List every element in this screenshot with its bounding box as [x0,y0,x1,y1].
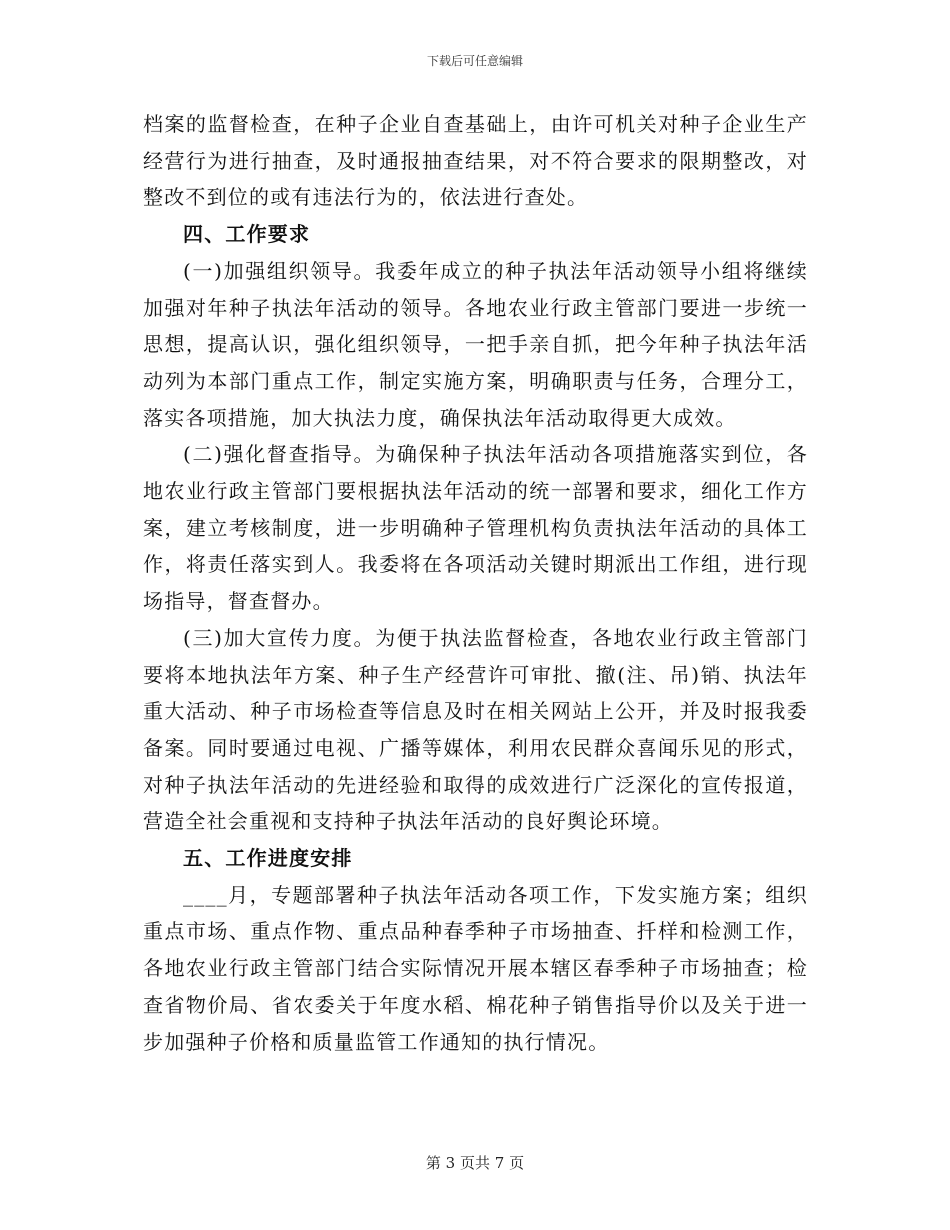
paragraph-schedule-detail: ____月，专题部署种子执法年活动各项工作，下发实施方案；组织重点市场、重点作物、重点品种春季种子市场抽查、扦样和检测工作，各地农业行政主管部门结合实际情况开展本辖区春季种子市场抽查；检查省物价局、省农委关于年度水稻、棉花种子销售指导价以及关于进一步加强种子价格和质量监管工作通知的执行情况。 [143,882,808,1054]
paragraph-publicity: (三)加大宣传力度。为便于执法监督检查，各地农业行政主管部门要将本地执法年方案、种子生产经营许可审批、撤(注、吊)销、执法年重大活动、种子市场检查等信息及时在相关网站上公开，并及时报我委备案。同时要通过电视、广播等媒体，利用农民群众喜闻乐见的形式，对种子执法年活动的先进经验和取得的成效进行广泛深化的宣传报道，营造全社会重视和支持种子执法年活动的良好舆论环境。 [143,625,808,834]
section-heading-work-requirements: 四、工作要求 [183,222,311,247]
page-header: 下载后可任意编辑 [426,54,523,68]
document-body [143,106,808,1060]
page-footer: 第 3 页共 7 页 [425,1154,525,1172]
paragraph-supervision-guidance: (二)强化督查指导。为确保种子执法年活动各项措施落实到位，各地农业行政主管部门要根据执法年活动的统一部署和要求，细化工作方案，建立考核制度，进一步明确种子管理机构负责执法年活动的具体工作，将责任落实到人。我委将在各项活动关键时期派出工作组，进行现场指导，督查督办。 [143,442,808,614]
section-heading-schedule: 五、工作进度安排 [183,846,353,871]
paragraph-continuation: 档案的监督检查，在种子企业自查基础上，由许可机关对种子企业生产经营行为进行抽查，及时通报抽查结果，对不符合要求的限期整改，对整改不到位的或有违法行为的，依法进行查处。 [143,112,808,210]
paragraph-organization-leadership: (一)加强组织领导。我委年成立的种子执法年活动领导小组将继续加强对年种子执法年活动的领导。各地农业行政主管部门要进一步统一思想，提高认识，强化组织领导，一把手亲自抓，把今年种子执法年活动列为本部门重点工作，制定实施方案，明确职责与任务，合理分工，落实各项措施，加大执法力度，确保执法年活动取得更大成效。 [143,258,808,430]
